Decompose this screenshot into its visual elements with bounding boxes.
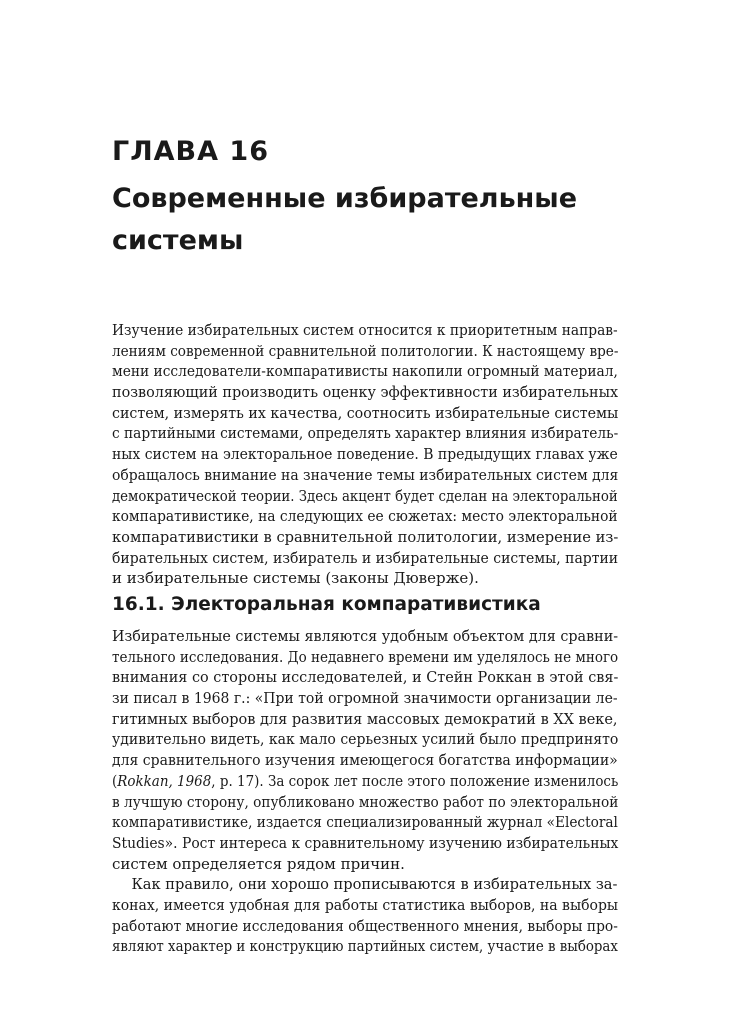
intro-paragraph <box>112 320 618 589</box>
text-line: гитимных выборов для развития массовых демократий в XX веке, <box>112 709 618 728</box>
section-heading: 16.1. Электоральная компаративистика <box>112 594 541 615</box>
text-line: ных систем на электоральное поведение. В предыдущих главах уже <box>112 445 618 464</box>
text-line: и избирательные системы (законы Дюверже). <box>112 569 479 588</box>
text-line: компаративистике, на следующих ее сюжетах: место электоральной <box>112 507 618 526</box>
text-line: систем определяется рядом причин. <box>112 854 405 873</box>
text-line: обращалось внимание на значение темы избирательных систем для <box>112 465 619 484</box>
text-line: конах, имеется удобная для работы статистика выборов, на выборы <box>112 895 619 914</box>
text-line: Как правило, они хорошо прописываются в избирательных за- <box>131 875 618 894</box>
text-line: компаративистики в сравнительной политологии, измерение из- <box>112 527 619 546</box>
text-line: являют характер и конструкцию партийных систем, участие в выборах <box>112 937 618 956</box>
text-line: демократической теории. Здесь акцент будет сделан на электоральной <box>112 486 618 505</box>
citation-line <box>112 771 619 792</box>
chapter-title-line: системы <box>112 225 244 256</box>
citation-author-year: Rokkan, 1968 <box>117 771 212 790</box>
text-line: систем, измерять их качества, соотносить избирательные системы <box>112 403 619 422</box>
citation-open: ( <box>112 771 118 790</box>
text-line: тельного исследования. До недавнего времени им уделялось не много <box>112 647 619 666</box>
text-line: лениям современной сравнительной политологии. К настоящему вре- <box>112 341 619 360</box>
text-line: с партийными системами, определять характер влияния избиратель- <box>112 424 619 443</box>
text-line: для сравнительного изучения имеющегося богатства информации» <box>112 751 618 770</box>
chapter-title <box>112 178 632 262</box>
text-line: Studies». Рост интереса к сравнительному изучению избирательных <box>112 833 619 852</box>
text-line: Изучение избирательных систем относится к приоритетным направ- <box>112 321 618 339</box>
text-line: мени исследователи-компаративисты накопили огромный материал, <box>112 362 618 381</box>
text-line: в лучшую сторону, опубликовано множество работ по электоральной <box>112 792 619 811</box>
section-body <box>112 626 618 957</box>
chapter-title-line: Современные избирательные <box>112 183 578 214</box>
text-line: бирательных систем, избиратель и избирательные системы, партии <box>112 548 619 567</box>
text-line: удивительно видеть, как мало серьезных усилий было предпринято <box>112 730 619 749</box>
text-line: внимания со стороны исследователей, и Стейн Роккан в этой свя- <box>112 668 619 687</box>
citation-rest: , p. 17). За сорок лет после этого положение изменилось <box>211 771 619 790</box>
text-line: компаративистике, издается специализированный журнал «Electoral <box>112 813 618 832</box>
chapter-label: ГЛАВА 16 <box>112 136 269 167</box>
text-line: зи писал в 1968 г.: «При той огромной значимости организации ле- <box>112 689 618 708</box>
text-line: позволяющий производить оценку эффективности избирательных <box>112 383 619 402</box>
text-line: Избирательные системы являются удобным объектом для сравни- <box>112 627 619 645</box>
text-line: работают многие исследования общественного мнения, выборы про- <box>112 916 618 935</box>
